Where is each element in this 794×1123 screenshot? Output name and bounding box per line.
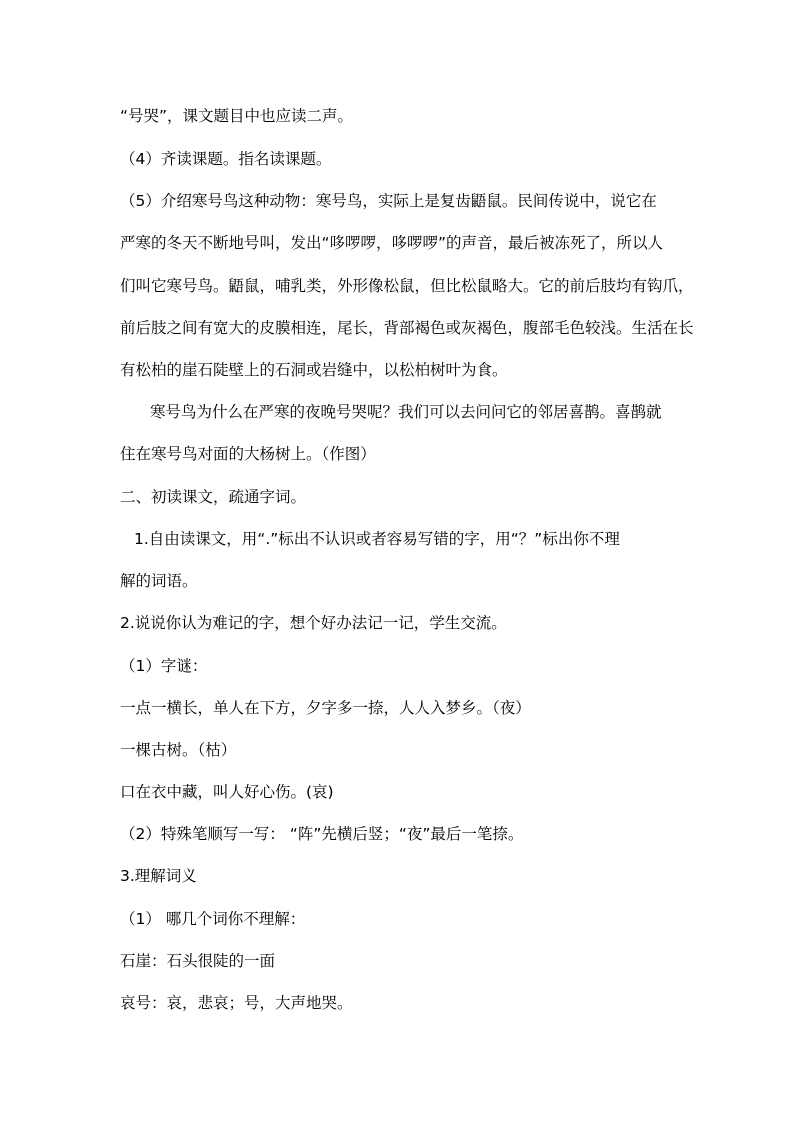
text-line: 严寒的冬天不断地号叫，发出“哆啰啰，哆啰啰”的声音，最后被冻死了，所以人 [120, 234, 664, 252]
text-line: 们叫它寒号鸟。鼯鼠，哺乳类，外形像松鼠，但比松鼠略大。它的前后肢均有钩爪， [120, 277, 694, 295]
text-line: （1） 哪几个词你不理解： [120, 910, 306, 928]
section-heading: 二、初读课文，疏通字词。 [120, 488, 307, 506]
text-line: 一棵古树。（枯） [120, 741, 237, 759]
text-line: （1）字谜： [120, 657, 208, 675]
text-line: 石崖：石头很陡的一面 [120, 952, 276, 970]
text-line: 哀号：哀，悲哀；号，大声地哭。 [120, 994, 353, 1012]
text-line: “号哭”，课文题目中也应读二声。 [120, 107, 354, 125]
text-line: （4）齐读课题。指名读课题。 [120, 150, 332, 168]
text-line: 3.理解词义 [120, 867, 197, 885]
text-line: 口在衣中藏，叫人好心伤。(哀) [120, 783, 334, 801]
text-line: （5）介绍寒号鸟这种动物：寒号鸟，实际上是复齿鼯鼠。民间传说中，说它在 [120, 192, 657, 210]
text-line: 解的词语。 [120, 572, 198, 590]
text-line: 一点一横长，单人在下方，夕字多一捺，人人入梦乡。（夜） [120, 699, 531, 717]
text-line: 寒号鸟为什么在严寒的夜晚号哭呢？我们可以去问问它的邻居喜鹊。喜鹊就 [150, 403, 662, 421]
text-line: 住在寒号鸟对面的大杨树上。（作图） [120, 445, 376, 463]
text-line: 2.说说你认为难记的字，想个好办法记一记，学生交流。 [120, 614, 507, 632]
text-line: 前后肢之间有宽大的皮膜相连，尾长，背部褐色或灰褐色，腹部毛色较浅。生活在长 [120, 319, 694, 337]
text-line: 有松柏的崖石陡壁上的石洞或岩缝中，以松柏树叶为食。 [120, 361, 508, 379]
text-line: （2）特殊笔顺写一写： “阵”先横后竖；“夜”最后一笔捺。 [120, 825, 524, 843]
text-line: 1.自由读课文，用“.”标出不认识或者容易写错的字，用“？”标出你不理 [134, 530, 620, 548]
